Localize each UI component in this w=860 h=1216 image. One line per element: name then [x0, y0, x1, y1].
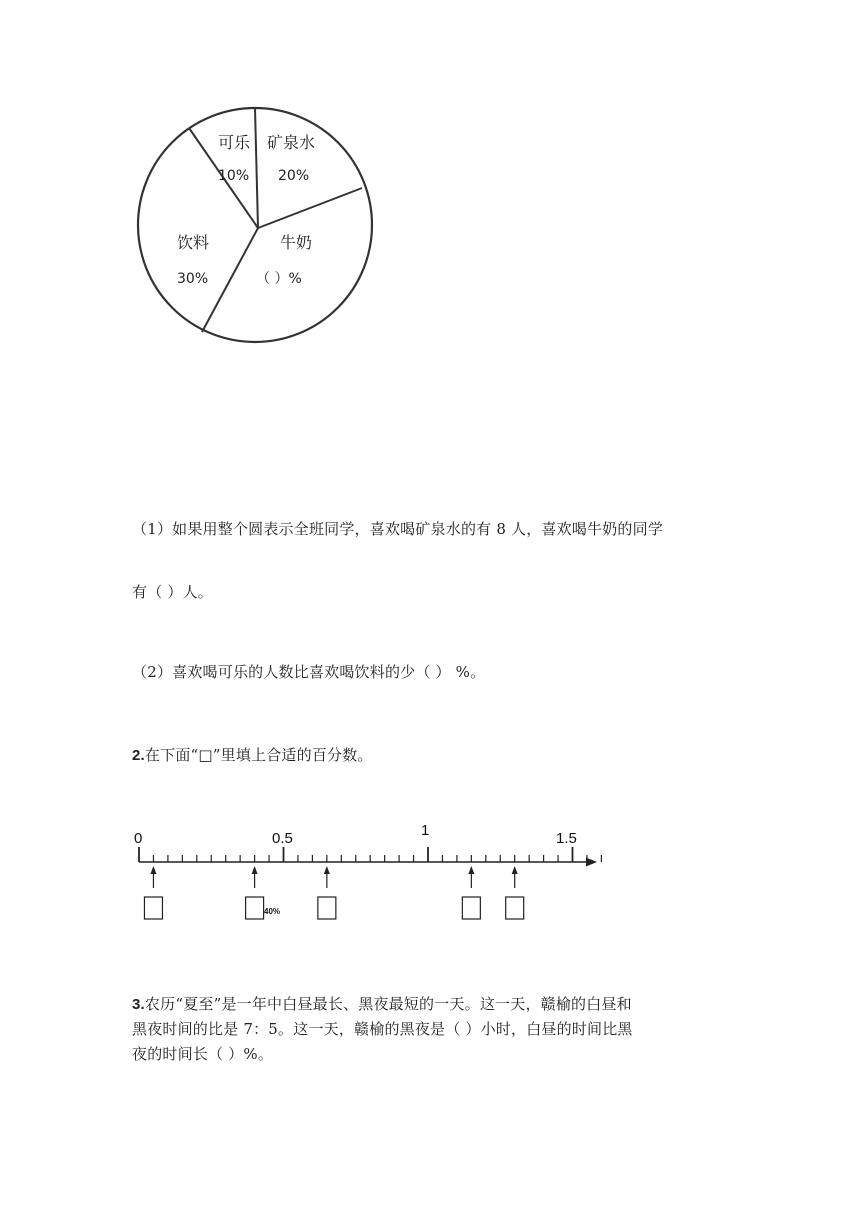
marker-arrow-head — [468, 866, 474, 874]
numberline-label-1-5: 1.5 — [556, 830, 577, 847]
number-line-arrowhead — [586, 858, 597, 867]
q3-line2: 黑夜时间的比是 7：5。这一天，赣榆的黑夜是（ ）小时，白昼的时间比黑 — [132, 1020, 633, 1038]
q2-text: 在下面“□”里填上合适的百分数。 — [144, 746, 373, 764]
q3-number: 3. — [132, 996, 145, 1013]
q3-line1 — [132, 993, 632, 1014]
pie-value-drinks: 30% — [177, 271, 209, 287]
pie-value-milk: （ ）% — [256, 271, 302, 287]
q1-part1-line1: （1）如果用整个圆表示全班同学，喜欢喝矿泉水的有 8 人，喜欢喝牛奶的同学 — [132, 520, 664, 538]
pie-label-milk: 牛奶 — [280, 233, 313, 252]
marker-arrow-head — [252, 866, 258, 874]
marker-arrow-head — [150, 866, 156, 874]
answer-box-filled — [246, 897, 264, 919]
marker-arrow-head — [512, 866, 518, 874]
answer-box-1[interactable] — [144, 897, 162, 919]
pie-chart — [130, 100, 380, 350]
q2-number: 2. — [132, 747, 145, 764]
answer-box-2[interactable] — [318, 897, 336, 919]
pie-label-drinks: 饮料 — [177, 233, 210, 252]
marker-arrow-head — [324, 866, 330, 874]
numberline-label-0-5: 0.5 — [272, 830, 293, 847]
q2-prompt — [132, 744, 373, 765]
number-line — [125, 815, 605, 930]
q3-line3: 夜的时间长（ ）%。 — [132, 1045, 274, 1063]
pie-slice-drinks — [177, 233, 209, 287]
pie-value-mineral-water: 20% — [278, 168, 310, 184]
numberline-label-0: 0 — [134, 830, 143, 847]
pie-label-cola: 可乐 — [218, 133, 251, 152]
pie-divider-milk-drinks — [202, 228, 258, 332]
answer-box-filled-text: 40% — [264, 907, 281, 916]
answer-box-3[interactable] — [462, 897, 480, 919]
pie-label-mineral-water: 矿泉水 — [267, 133, 316, 152]
numberline-label-1: 1 — [421, 822, 430, 839]
q1-part2: （2）喜欢喝可乐的人数比喜欢喝饮料的少（ ） %。 — [132, 663, 486, 681]
answer-box-4[interactable] — [506, 897, 524, 919]
pie-slice-mineral-water — [267, 133, 315, 184]
pie-divider-water-milk — [258, 188, 362, 228]
q1-part1-line2: 有（ ）人。 — [132, 583, 213, 601]
pie-slice-milk — [256, 233, 312, 287]
pie-value-cola: 10% — [218, 168, 250, 184]
pie-divider-cola-water — [255, 108, 258, 228]
pie-slice-cola — [218, 133, 251, 184]
q3-line1-text: 农历“夏至”是一年中白昼最长、黑夜最短的一天。这一天，赣榆的白昼和 — [144, 995, 632, 1013]
